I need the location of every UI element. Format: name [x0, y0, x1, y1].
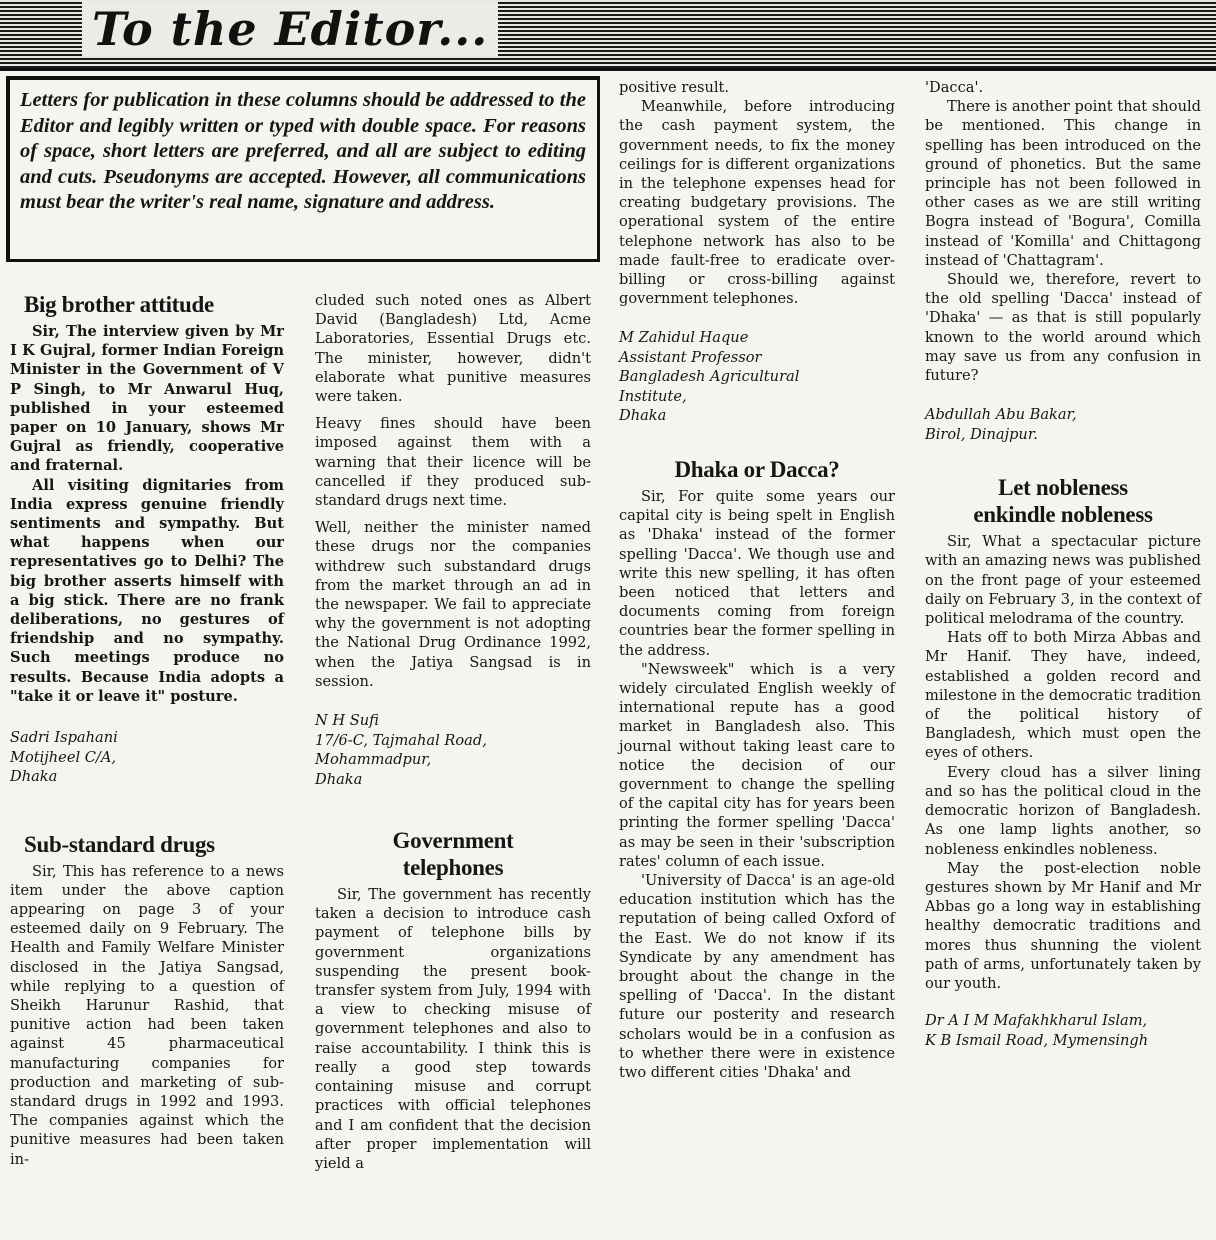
masthead-title: To the Editor...: [82, 2, 498, 56]
signature-line: 17/6-C, Tajmahal Road,: [315, 731, 487, 749]
letter-paragraph: positive result.: [619, 79, 730, 96]
letter-paragraph: All visiting dignitaries from India express genuine friendly sentiments and sympathy. But what happens when our representatives go to Delhi? The big brother asserts himself with a big stick. There are no frank deliberations, no gestures of friendship and no sympathy. Such meetings produce no results. Because India adopts a "take it or leave it" posture.: [10, 476, 284, 705]
letter-paragraph: 'University of Dacca' is an age-old education institution which has the reputation of being called Oxford of the East. We do not know if its Syndicate by any amendment has brought about the change in the spelling of 'Dacca'. In the distant future our posterity and research scholars would be in a confusion as to whether there were in existence two different cities 'Dhaka' and: [619, 872, 895, 1082]
letter-paragraph: Well, neither the minister named these drugs nor the companies withdrew such substandard drugs from the market through an ad in the newspaper. We fail to appreciate why the government is not adopting the National Drug Ordinance 1992, when the Jatiya Sangsad is in session.: [315, 519, 591, 690]
letter-heading-substandard-drugs: Sub-standard drugs: [24, 831, 215, 857]
signature-line: Birol, Dinajpur.: [925, 425, 1038, 443]
signature-line: Dhaka: [10, 768, 58, 786]
signature-line: M Zahidul Haque: [619, 329, 749, 347]
column-4: [925, 78, 1201, 1050]
letter-paragraph: cluded such noted ones as Albert David (Bangladesh) Ltd, Acme Laboratories, Essential Drugs etc. The minister, however, didn't elaborate what punitive measures were taken.: [315, 292, 591, 406]
letter-heading-let-nobleness: [925, 474, 1201, 528]
letter-paragraph: Hats off to both Mirza Abbas and Mr Hanif. They have, indeed, established a golden record and milestone in the democratic tradition of the political history of Bangladesh, which must open the eyes of others.: [925, 629, 1201, 762]
letter-signature-nobleness: [925, 1011, 1201, 1050]
letter-paragraph: There is another point that should be mentioned. This change in spelling has been introduced on the ground of phonetics. But the same principle has not been followed in other cases as we are still writing Bogra instead of 'Bogura', Comilla instead of 'Komilla' and Chittagong instead of 'Chattagram'.: [925, 98, 1201, 269]
letter-signature-dacca: [925, 405, 1201, 444]
letter-paragraph: Every cloud has a silver lining and so has the political cloud in the democratic horizon of Bangladesh. As one lamp lights another, so nobleness enkindles nobleness.: [925, 763, 1201, 858]
signature-line: Mohammadpur,: [315, 751, 432, 769]
column-2: [315, 291, 591, 1173]
signature-line: Dhaka: [315, 770, 363, 788]
letter-paragraph: Sir, What a spectacular picture with an amazing news was published on the front page of your esteemed daily on February 3, in the context of political melodrama of the country.: [925, 533, 1201, 628]
letter-paragraph: Meanwhile, before introducing the cash payment system, the government needs, to fix the money ceilings for is different organizations in the telephone expenses head for creating budgetary provisions. The operational system of the entire telephone network has also to be made fault-free to eradicate over-billing or cross-billing against government telephones.: [619, 98, 895, 308]
letter-signature-substandard: [315, 711, 591, 789]
letter-heading-big-brother: Big brother attitude: [24, 292, 214, 317]
signature-line: K B Ismail Road, Mymensingh: [925, 1031, 1149, 1049]
masthead-banner: [0, 0, 1216, 71]
signature-line: Abdullah Abu Bakar,: [925, 406, 1077, 424]
signature-line: Institute,: [619, 387, 687, 405]
column-1: [10, 291, 284, 1169]
letter-paragraph: Should we, therefore, revert to the old spelling 'Dacca' instead of 'Dhaka' — as that is still popularly known to the world around which may save us from any confusion in future?: [925, 271, 1201, 385]
signature-line: Sadri Ispahani: [10, 729, 118, 747]
signature-line: Bangladesh Agricultural: [619, 368, 800, 386]
letter-paragraph: Sir, For quite some years our capital city is being spelt in English as 'Dhaka' instead of the former spelling 'Dacca'. We though use and write this new spelling, it has often been noticed that letters and documents coming from foreign countries bear the former spelling in the address.: [619, 487, 895, 659]
letter-paragraph: 'Dacca'.: [925, 79, 984, 96]
heading-line: Let nobleness: [998, 475, 1128, 501]
letter-signature-big-brother: [10, 728, 284, 787]
letter-paragraph: Sir, The government has recently taken a decision to introduce cash payment of telephone bills by government organizations suspending the present book-transfer system from July, 1994 with a view to checking misuse of government telephones and also to raise accountability. I think this is really a good step towards containing misuse and corrupt practices with official telephones and I am confident that the decision after proper implementation will yield a: [315, 886, 591, 1172]
signature-line: Dr A I M Mafakhkharul Islam,: [925, 1012, 1148, 1030]
letter-paragraph: "Newsweek" which is a very widely circulated English weekly of international repute has a good market in Bangladesh also. This journal without taking least care to notice the decision of our government to change the spelling of the capital city has for years been printing the former spelling 'Dacca' as may be seen in their 'subscription rates' column of each issue.: [619, 660, 895, 870]
heading-line: enkindle nobleness: [973, 502, 1153, 528]
letter-paragraph: Sir, This has reference to a news item under the above caption appearing on page 3 of your esteemed daily on 9 February. The Health and Family Welfare Minister disclosed in the Jatiya Sangsad, while replying to a question of Sheikh Harunur Rashid, that punitive action had been taken against 45 pharmaceutical manufacturing companies for production and marketing of sub-standard drugs in 1992 and 1993. The companies against which the punitive measures had been taken in-: [10, 862, 284, 1168]
column-3: [619, 78, 895, 1082]
editorial-notice: Letters for publication in these columns should be addressed to the Editor and legibly written or typed with double space. For reasons of space, short letters are preferred, and all are subject to editing and cuts. Pseudonyms are accepted. However, all communications must bear the writer's real name, signature and address.: [6, 76, 600, 262]
signature-line: Assistant Professor: [619, 348, 762, 366]
letter-paragraph: Heavy fines should have been imposed against them with a warning that their licence will be cancelled if they produced sub-standard drugs next time.: [315, 415, 591, 510]
signature-line: N H Sufi: [315, 712, 379, 730]
heading-line: telephones: [402, 855, 504, 881]
letter-heading-government-telephones: [315, 827, 591, 881]
heading-line: Government: [392, 828, 514, 854]
signature-line: Dhaka: [619, 407, 667, 425]
letter-signature-telephones: [619, 328, 895, 426]
letter-paragraph: May the post-election noble gestures shown by Mr Hanif and Mr Abbas go a long way in establishing healthy democratic traditions and mores thus shunning the violent path of arms, unfortunately taken by our youth.: [925, 859, 1201, 992]
letter-paragraph: Sir, The interview given by Mr I K Gujral, former Indian Foreign Minister in the Government of V P Singh, to Mr Anwarul Huq, published in your esteemed paper on 10 January, shows Mr Gujral as friendly, cooperative and fraternal.: [10, 323, 284, 475]
letter-heading-dhaka-or-dacca: Dhaka or Dacca?: [674, 456, 840, 482]
signature-line: Motijheel C/A,: [10, 748, 117, 766]
